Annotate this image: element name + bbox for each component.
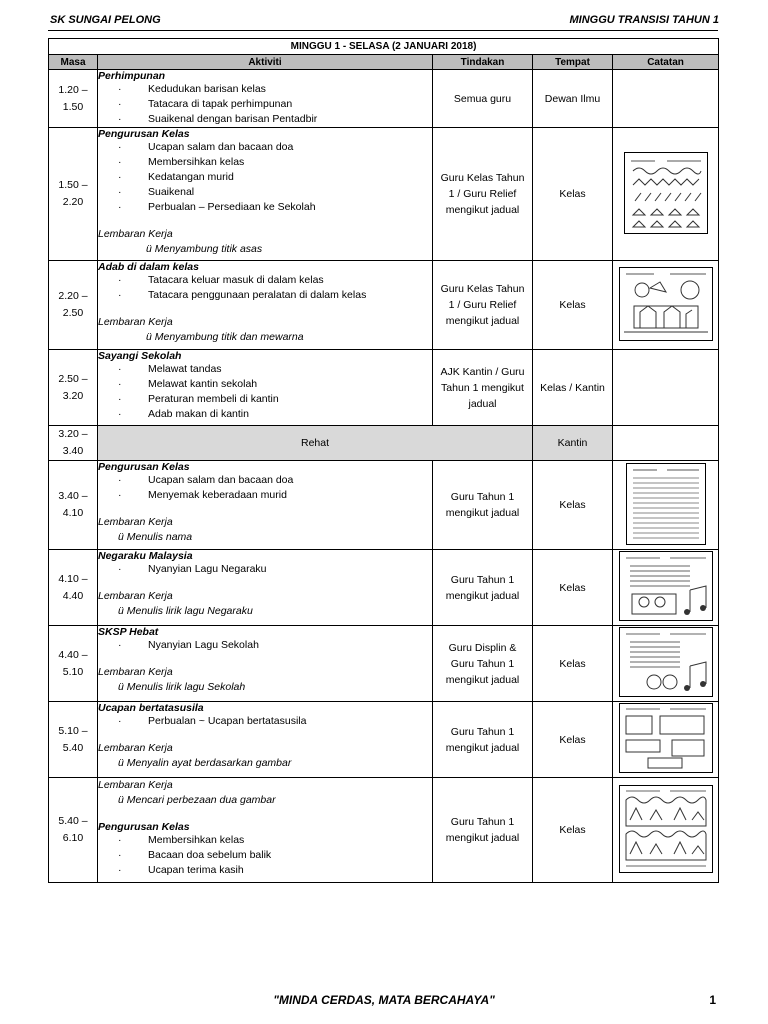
activity-cell [98, 550, 433, 626]
break-cell: Rehat [98, 426, 533, 461]
action-cell: Guru Tahun 1 mengikut jadual [433, 778, 533, 883]
col-tempat: Tempat [533, 55, 613, 70]
worksheet-item: ü Menulis lirik lagu Sekolah [118, 681, 246, 693]
notes-cell [613, 702, 719, 778]
action-cell: Guru Kelas Tahun 1 / Guru Relief mengikut jadual [433, 128, 533, 261]
table-row [49, 461, 719, 550]
list-item: · Membersihkan kelas [98, 155, 432, 170]
list-item: · Ucapan terima kasih [98, 863, 432, 878]
list-item: · Nyanyian Lagu Negaraku [98, 562, 432, 577]
worksheet-thumbnail [626, 463, 706, 545]
col-catatan: Catatan [613, 55, 719, 70]
col-masa: Masa [49, 55, 98, 70]
time-cell: 5.40 – 6.10 [49, 778, 98, 883]
worksheet-thumbnail [619, 703, 713, 773]
table-row [49, 261, 719, 350]
worksheet-label: Lembaran Kerja [98, 742, 173, 754]
worksheet-label: Lembaran Kerja [98, 666, 173, 678]
place-cell: Kelas / Kantin [533, 350, 613, 426]
place-cell: Kelas [533, 128, 613, 261]
time-cell: 2.50 – 3.20 [49, 350, 98, 426]
section-title: Sayangi Sekolah [98, 350, 182, 362]
worksheet-item: ü Menulis lirik lagu Negaraku [118, 605, 253, 617]
action-cell: AJK Kantin / Guru Tahun 1 mengikut jadual [433, 350, 533, 426]
time-cell: 3.20 – 3.40 [49, 426, 98, 461]
list-item: · Perbualan ~ Ucapan bertatasusila [98, 714, 432, 729]
activity-cell [98, 778, 433, 883]
time-cell: 2.20 – 2.50 [49, 261, 98, 350]
list-item: · Bacaan doa sebelum balik [98, 848, 432, 863]
time-cell: 5.10 – 5.40 [49, 702, 98, 778]
time-cell: 3.40 – 4.10 [49, 461, 98, 550]
table-row [49, 350, 719, 426]
action-cell: Guru Kelas Tahun 1 / Guru Relief mengikut jadual [433, 261, 533, 350]
section-title: Pengurusan Kelas [98, 821, 190, 833]
worksheet-label: Lembaran Kerja [98, 516, 173, 528]
document-heading: MINGGU TRANSISI TAHUN 1 [569, 14, 719, 26]
section-title: Pengurusan Kelas [98, 128, 190, 140]
worksheet-item: ü Menulis nama [118, 531, 193, 543]
table-row [49, 778, 719, 883]
activity-cell [98, 702, 433, 778]
table-row [49, 70, 719, 128]
action-cell: Guru Tahun 1 mengikut jadual [433, 702, 533, 778]
worksheet-label: Lembaran Kerja [98, 228, 173, 240]
list-item: · Adab makan di kantin [98, 407, 432, 422]
list-item: · Tatacara penggunaan peralatan di dalam kelas [98, 288, 432, 303]
notes-cell [613, 626, 719, 702]
list-item: · Membersihkan kelas [98, 833, 432, 848]
list-item: · Menyemak keberadaan murid [98, 488, 432, 503]
schedule-table [48, 38, 719, 883]
place-cell: Kelas [533, 261, 613, 350]
place-cell: Kelas [533, 550, 613, 626]
notes-cell [613, 778, 719, 883]
activity-cell [98, 350, 433, 426]
section-title: Perhimpunan [98, 70, 166, 82]
school-name: SK SUNGAI PELONG [50, 14, 161, 26]
activity-cell [98, 261, 433, 350]
page-number: 1 [709, 993, 716, 1007]
list-item: · Nyanyian Lagu Sekolah [98, 638, 432, 653]
list-item: · Tatacara di tapak perhimpunan [98, 97, 432, 112]
section-title: Adab di dalam kelas [98, 261, 199, 273]
col-tindakan: Tindakan [433, 55, 533, 70]
activity-cell [98, 70, 433, 128]
list-item: · Tatacara keluar masuk di dalam kelas [98, 273, 432, 288]
worksheet-item: ü Menyambung titik asas [146, 243, 263, 255]
table-row [49, 702, 719, 778]
worksheet-item: ü Menyalin ayat berdasarkan gambar [118, 757, 292, 769]
place-cell: Kelas [533, 461, 613, 550]
notes-cell [613, 70, 719, 128]
table-row [49, 128, 719, 261]
place-cell: Dewan Ilmu [533, 70, 613, 128]
table-row [49, 626, 719, 702]
worksheet-thumbnail [624, 152, 708, 234]
worksheet-item: ü Mencari perbezaan dua gambar [118, 794, 276, 806]
notes-cell [613, 461, 719, 550]
list-item: · Ucapan salam dan bacaan doa [98, 140, 432, 155]
table-title-row [49, 39, 719, 55]
activity-cell [98, 461, 433, 550]
notes-cell [613, 426, 719, 461]
activity-cell [98, 128, 433, 261]
worksheet-thumbnail [619, 551, 713, 621]
place-cell: Kelas [533, 778, 613, 883]
place-cell: Kelas [533, 702, 613, 778]
action-cell: Guru Displin & Guru Tahun 1 mengikut jadual [433, 626, 533, 702]
worksheet-label: Lembaran Kerja [98, 316, 173, 328]
time-cell: 1.20 – 1.50 [49, 70, 98, 128]
section-title: Pengurusan Kelas [98, 461, 190, 473]
section-title: Ucapan bertatasusila [98, 702, 204, 714]
list-item: · Melawat kantin sekolah [98, 377, 432, 392]
list-item: · Ucapan salam dan bacaan doa [98, 473, 432, 488]
time-cell: 4.10 – 4.40 [49, 550, 98, 626]
notes-cell [613, 261, 719, 350]
section-title: Negaraku Malaysia [98, 550, 193, 562]
footer-motto: "MINDA CERDAS, MATA BERCAHAYA" [273, 993, 495, 1007]
time-cell: 1.50 – 2.20 [49, 128, 98, 261]
notes-cell [613, 128, 719, 261]
list-item: · Perbualan – Persediaan ke Sekolah [98, 200, 432, 215]
worksheet-item: ü Menyambung titik dan mewarna [146, 331, 304, 343]
action-cell: Guru Tahun 1 mengikut jadual [433, 550, 533, 626]
list-item: · Suaikenal dengan barisan Pentadbir [98, 112, 432, 127]
table-row [49, 426, 719, 461]
column-header-row [49, 55, 719, 70]
list-item: · Kedatangan murid [98, 170, 432, 185]
notes-cell [613, 350, 719, 426]
worksheet-label: Lembaran Kerja [98, 779, 173, 791]
action-cell: Semua guru [433, 70, 533, 128]
worksheet-thumbnail [619, 627, 713, 697]
col-aktiviti: Aktiviti [98, 55, 433, 70]
worksheet-thumbnail [619, 267, 713, 341]
table-title: MINGGU 1 - SELASA (2 JANUARI 2018) [49, 39, 719, 55]
list-item: · Suaikenal [98, 185, 432, 200]
place-cell: Kelas [533, 626, 613, 702]
activity-cell [98, 626, 433, 702]
worksheet-thumbnail [619, 785, 713, 873]
time-cell: 4.40 – 5.10 [49, 626, 98, 702]
list-item: · Kedudukan barisan kelas [98, 82, 432, 97]
section-title: SKSP Hebat [98, 626, 159, 638]
action-cell: Guru Tahun 1 mengikut jadual [433, 461, 533, 550]
list-item: · Peraturan membeli di kantin [98, 392, 432, 407]
notes-cell [613, 550, 719, 626]
worksheet-label: Lembaran Kerja [98, 590, 173, 602]
header-rule [48, 30, 718, 31]
list-item: · Melawat tandas [98, 362, 432, 377]
place-cell: Kantin [533, 426, 613, 461]
table-row [49, 550, 719, 626]
